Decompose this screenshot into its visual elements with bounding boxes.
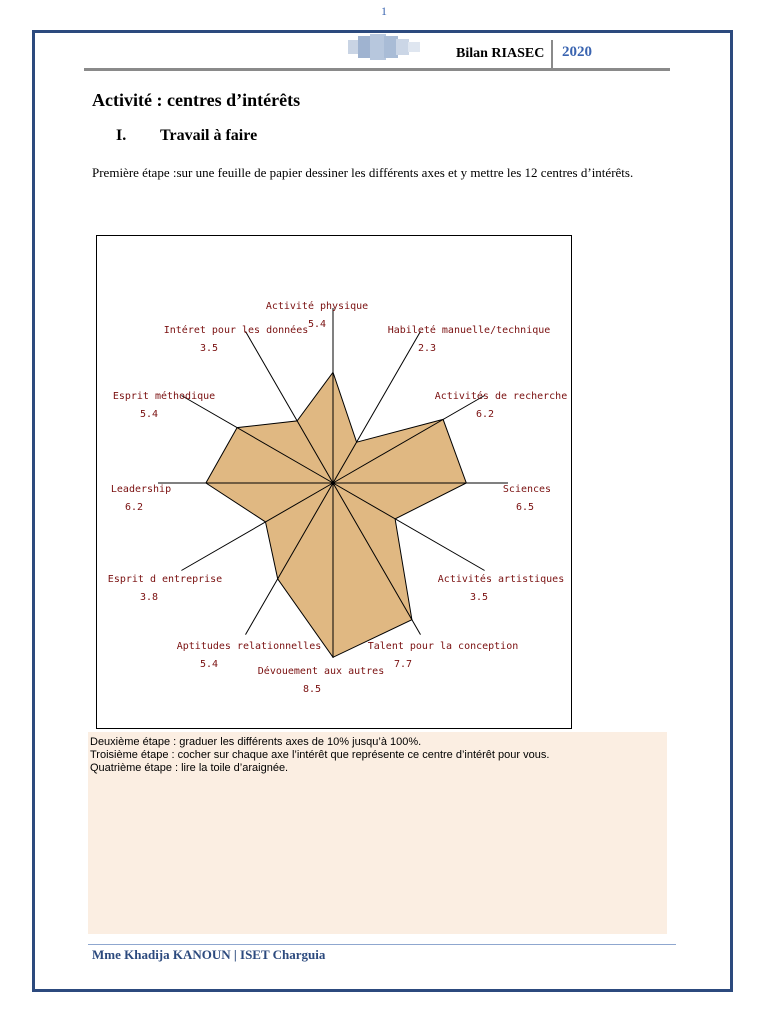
radar-value-label: 8.5 xyxy=(302,684,322,695)
radar-value-label: 5.4 xyxy=(199,659,219,670)
header-year: 2020 xyxy=(562,44,592,60)
radar-axis-label: Esprit d entreprise xyxy=(107,574,223,585)
header-logo-icon xyxy=(348,34,420,60)
radar-value-label: 6.2 xyxy=(124,502,144,513)
step-2: Deuxième étape : graduer les différents axes de 10% jusqu’à 100%. xyxy=(90,736,422,748)
radar-axis-label: Activités artistiques xyxy=(437,574,565,585)
radar-value-label: 5.4 xyxy=(139,409,159,420)
radar-value-label: 6.5 xyxy=(515,502,535,513)
radar-area xyxy=(206,372,466,657)
section-number: I. xyxy=(116,127,127,144)
radar-axis-label: Intéret pour les données xyxy=(163,325,309,336)
radar-axis-label: Dévouement aux autres xyxy=(257,666,385,677)
footer-text: Mme Khadija KANOUN | ISET Charguia xyxy=(92,947,326,962)
radar-value-label: 6.2 xyxy=(475,409,495,420)
radar-axis-label: Esprit méthodique xyxy=(112,391,216,402)
radar-value-label: 5.4 xyxy=(307,319,327,330)
section-title: Travail à faire xyxy=(160,127,258,144)
step-4: Quatrième étape : lire la toile d’araignée. xyxy=(90,762,289,774)
header-separator xyxy=(551,40,553,70)
step-3: Troisième étape : cocher sur chaque axe l’intérêt que représente ce centre d’intérêt pour vous. xyxy=(90,749,550,761)
radar-value-label: 3.8 xyxy=(139,592,159,603)
intro-paragraph: Première étape :sur une feuille de papier dessiner les différents axes et y mettre les 12 centres d’intérêts. xyxy=(92,165,634,180)
radar-value-label: 7.7 xyxy=(393,659,413,670)
steps-box xyxy=(88,732,667,934)
footer-rule xyxy=(88,944,676,945)
radar-axis-label: Activités de recherche xyxy=(434,391,568,402)
radar-chart-svg xyxy=(97,236,571,728)
page-number: 1 xyxy=(381,4,387,18)
radar-value-label: 3.5 xyxy=(199,343,219,354)
radar-value-label: 3.5 xyxy=(469,592,489,603)
header-rule xyxy=(84,68,670,71)
radar-axis-label: Talent pour la conception xyxy=(367,641,519,652)
header-title: Bilan RIASEC xyxy=(456,46,545,61)
radar-axis-label: Activité physique xyxy=(265,301,369,312)
radar-axis-label: Aptitudes relationnelles xyxy=(176,641,322,652)
radar-chart xyxy=(96,235,572,729)
radar-value-label: 2.3 xyxy=(417,343,437,354)
radar-axis-label: Habileté manuelle/technique xyxy=(387,325,551,336)
radar-axis-label: Sciences xyxy=(502,484,552,495)
radar-axis-label: Leadership xyxy=(110,484,172,495)
page-title: Activité : centres d’intérêts xyxy=(92,90,301,110)
